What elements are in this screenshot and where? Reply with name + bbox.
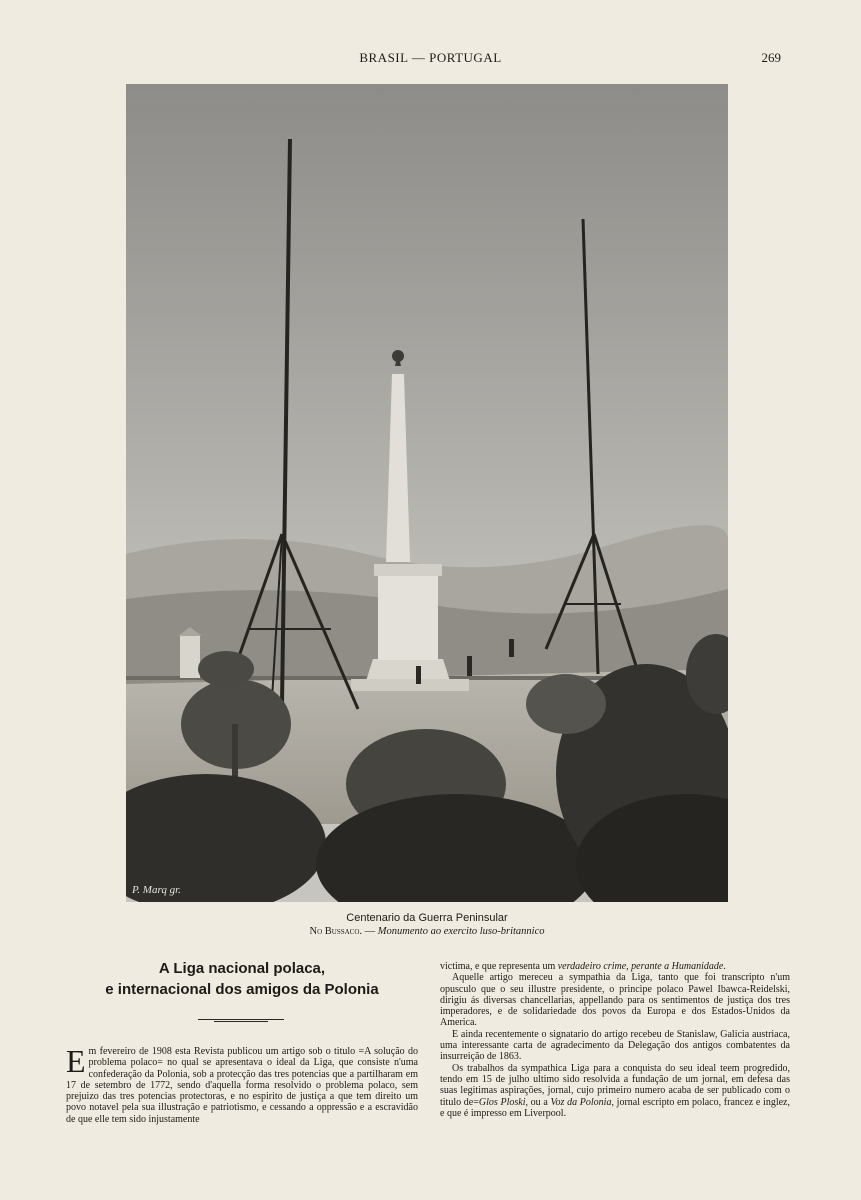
page-number: 269 xyxy=(761,50,781,65)
article-title-line-2: e internacional dos amigos da Polonia xyxy=(105,981,379,998)
italic-text: Glos Ploski xyxy=(478,1096,526,1108)
text-run: victima, e que representa um xyxy=(440,961,558,972)
engraver-credit: P. Marq gr. xyxy=(132,884,181,896)
title-divider xyxy=(198,1019,284,1020)
italic-text: Voz da Polonia xyxy=(550,1096,612,1108)
running-header: BRASIL — PORTUGAL xyxy=(359,50,502,65)
article-paragraph: E ainda recentemente o signatario do artigo recebeu de Stanislaw, Galicia austriaca, uma interessante carta de agradecimento da Delegação dos antigos combatentes da insurreição de 1863. xyxy=(440,1028,790,1063)
article-title xyxy=(66,958,418,1000)
caption-description: Monumento ao exercito luso-britannico xyxy=(377,926,545,937)
text-run: Os trabalhos da sympathica Liga para a conquista do seu ideal teem progredido, tendo em 15 de julho ultimo sido resolvida a fundação de um jornal, em defesa das suas legitimas aspirações, jornal, cujo primeiro numero acaba de ser publicado com o titulo de= xyxy=(440,1062,790,1108)
title-divider-inner xyxy=(214,1021,268,1022)
article-paragraph: m fevereiro de 1908 esta Revista publicou um artigo sob o titulo =A solução do problema polaco= no qual se apresentava o ideal da Liga, que consiste n'uma confederação da Polonia, sob a protecção das tres potencias que a partilharam em 17 de setembro de 1772, sendo d'aquella forma resolvido o problema polaco, sem prejuizo das tres potencias protectoras, e no espirito de justiça a que tem direito um povo notavel pela sua illustração e patriotismo, e cessando a oppressão e a escravidão de que elle tem sido injustamente xyxy=(66,1046,418,1125)
monument-photograph xyxy=(126,84,728,902)
article-column-right xyxy=(440,961,790,1119)
caption-dash: — xyxy=(362,926,378,937)
article-paragraph xyxy=(440,1063,790,1119)
photo-caption-title: Centenario da Guerra Peninsular xyxy=(346,912,508,924)
article-paragraph: Aquelle artigo mereceu a sympathia da Liga, tanto que foi transcripto n'um opusculo que o seu illustre presidente, o principe polaco Pawel Ibawca-Reidelski, dirigiu ás diversas chancellarias, appellando para os sentimentos de justiça dos tres imperadores, e de solidariedade dos povos da Europa e dos Estados-Unidos da America. xyxy=(440,972,790,1029)
text-run: , jornal escripto em polaco, francez e inglez, e que é impresso em Liverpool. xyxy=(440,1096,790,1119)
photo-caption xyxy=(126,926,728,937)
article-paragraph-continued xyxy=(440,961,790,972)
italic-text: verdadeiro crime, perante a Humanidade xyxy=(557,961,724,972)
caption-place: No Bussaco. xyxy=(309,926,363,937)
article-column-left xyxy=(66,1043,418,1125)
monument-photo-illustration xyxy=(126,84,728,902)
text-run: . xyxy=(723,961,726,972)
text-run: , ou a xyxy=(525,1096,551,1108)
drop-cap: E xyxy=(66,1043,86,1079)
article-title-line-1: A Liga nacional polaca, xyxy=(158,960,326,977)
